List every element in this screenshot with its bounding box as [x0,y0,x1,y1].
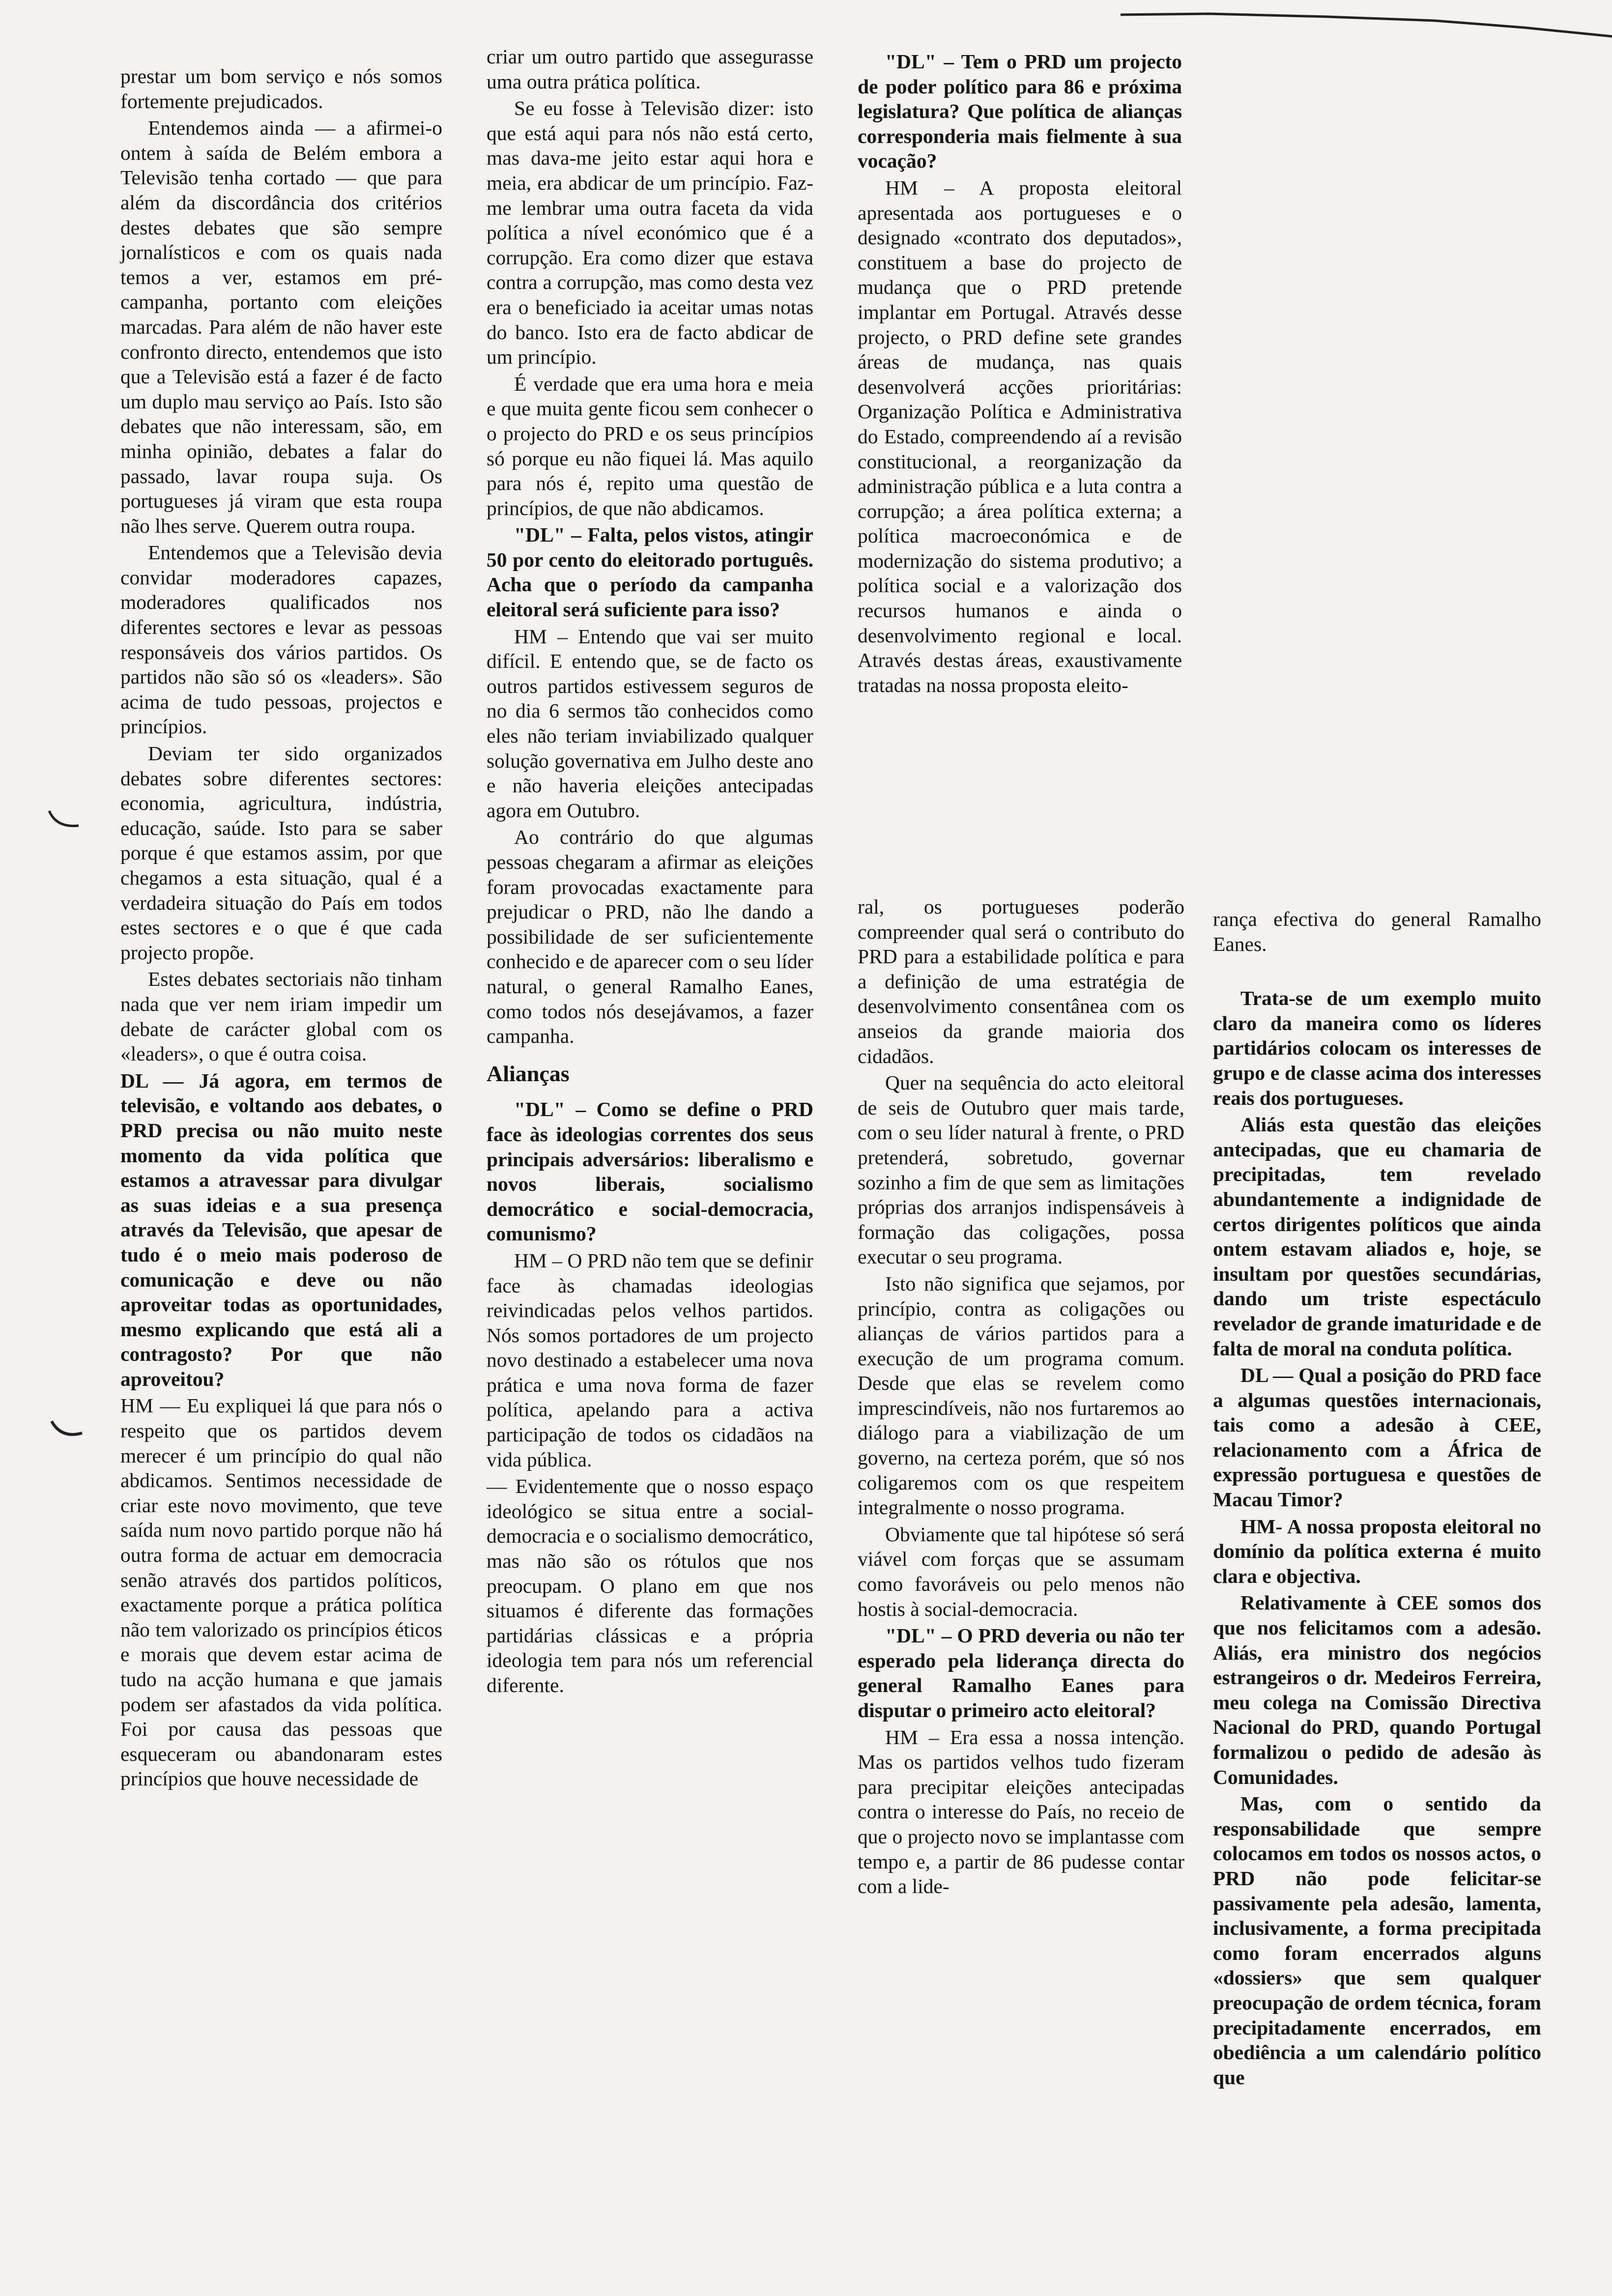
col2-paragraph-3: É verdade que era uma hora e meia e que muita gente ficou sem conhecer o o projecto do PRD e os seus princípios só porque eu não fiquei lá. Mas aquilo para nós é, repito uma questão de princípios, de que não abdicamos. [487,372,813,519]
col1-paragraph-4: Deviam ter sido organizados debates sobre diferentes sectores: economia, agricultura, indústria, educação, saúde. Isto para se saber porque é que estamos assim, por que chegamos a esta situação, qual é a verdadeira situação do País em todos estes sectores e o que é que cada projecto propõe. [120,742,442,964]
col4-paragraph-3: Aliás esta questão das eleições antecipadas, que eu chamaria de precipitadas, tem revelado abundantemente a indignidade de certos dirigentes políticos que ainda ontem estavam aliados e, hoje, se insultam por questões secundárias, dando um triste espectáculo revelador de grande imaturidade e de falta de moral na conduta política. [1213,1113,1541,1360]
interview-question-3: "DL" – Como se define o PRD face às ideologias correntes dos seus principais adversários: liberalismo e novos liberais, socialismo democrático e social-democracia, comunismo? [487,1098,813,1245]
top-rule-decoration [1121,6,1612,40]
col1-paragraph-1: prestar um bom serviço e nós somos fortemente prejudicados. [120,65,442,113]
col2-paragraph-1: criar um outro partido que assegurasse uma outra prática política. [487,45,813,93]
col3-paragraph-3: Isto não significa que sejamos, por princípio, contra as coligações ou alianças de vários partidos para a execução de um programa comum. Desde que elas se revelem como imprescindíveis, não nos furtaremos ao diálogo para a viabilização de um governo, na certeza porém, que só nos coligaremos com os que respeitem integralmente o nosso programa. [858,1272,1184,1519]
col3-paragraph-1: ral, os portugueses poderão compreender qual será o contributo do PRD para a estabilidade política e para a definição de uma estratégia de desenvolvimento consentânea com os anseios da grande maioria dos cidadãos. [858,895,1184,1067]
col2-paragraph-2: Se eu fosse à Televisão dizer: isto que está aqui para nós não está certo, mas dava-me jeito estar aqui hora e meia, era abdicar de um princípio. Faz-me lembrar uma outra faceta da vida política a nível económico que é a corrupção. Era como dizer que estava contra a corrupção, mas como desta vez era o beneficiado ia aceitar umas notas do banco. Isto era de facto abdicar de um princípio. [487,97,813,369]
interview-question-4: "DL" – Tem o PRD um projecto de poder político para 86 e próxima legislatura? Que política de alianças corresponderia mais fielmente à sua vocação? [858,50,1182,172]
col2-paragraph-4: Ao contrário do que algumas pessoas chegaram a afirmar as eleições foram provocadas exactamente para prejudicar o PRD, não lhe dando a possibilidade de ser suficientemente conhecido e de aparecer com o seu líder natural, o general Ramalho Eanes, como todos nós desejávamos, a fazer campanha. [487,826,813,1048]
col4-paragraph-2: Trata-se de um exemplo muito claro da maneira como os líderes partidários colocam os interesses de grupo e de classe acima dos interesses reais dos portugueses. [1213,987,1541,1109]
col4-paragraph-4: Relativamente à CEE somos dos que nos felicitamos com a adesão. Aliás, era ministro dos negócios estrangeiros o dr. Medeiros Ferreira, meu colega na Comissão Directiva Nacional do PRD, quando Portugal formalizou o pedido de adesão às Comunidades. [1213,1591,1541,1788]
col4-paragraph-1: rança efectiva do general Ramalho Eanes. [1213,908,1541,955]
interview-answer-1: HM — Eu expliquei lá que para nós o respeito que os partidos devem merecer é um princípio do qual não abdicamos. Sentimos necessidade de criar este novo movimento, que teve saída num novo partido porque não há outra forma de actuar em democracia senão através dos partidos políticos, exactamente porque a prática política não tem valorizado os princípios éticos e morais que devem estar acima de tudo na acção humana e que jamais podem ser afastados da vida política. Foi por causa das pessoas que esqueceram ou abandonaram estes princípios que houve necessidade de [120,1394,442,1790]
col3-paragraph-2: Quer na sequência do acto eleitoral de seis de Outubro quer mais tarde, com o seu líder natural à frente, o PRD pretenderá, sobretudo, governar sozinho a fim de que sem as limitações próprias dos arranjos indispensáveis à formação das coligações, possa executar o seu programa. [858,1071,1184,1268]
interview-answer-6: HM- A nossa proposta eleitoral no domínio da política externa é muito clara e objectiva. [1213,1515,1541,1587]
interview-answer-2: HM – Entendo que vai ser muito difícil. E entendo que, se de facto os outros partidos estivessem seguros de no dia 6 sermos tão conhecidos como eles não teriam inviabilizado qualquer solução governativa em Julho deste ano e não haveria eleições antecipadas agora em Outubro. [487,625,813,822]
col1-paragraph-2: Entendemos ainda — a afirmei-o ontem à saída de Belém embora a Televisão tenha cortado — que para além da discordância dos critérios destes debates que são sempre jornalísticos e com os quais nada temos a ver, estamos em pré-campanha, portanto com eleições marcadas. Para além de não haver este confronto directo, entendemos que isto que a Televisão está a fazer é de facto um duplo mau serviço ao País. Isto são debates que não interessam, são, em minha opinião, debates a falar do passado, lavar roupa suja. Os portugueses já viram que esta roupa não lhes serve. Querem outra roupa. [120,116,442,537]
col4-paragraph-5: Mas, com o sentido da responsabilidade que sempre colocamos em todos os nossos actos, o PRD não pode felicitar-se passivamente pela adesão, lamenta, inclusivamente, a forma precipitada como foram encerrados alguns «dossiers» que sem qualquer preocupação de ordem técnica, foram precipitadamente encerrados, em obediência a um calendário político que [1213,1792,1541,2089]
interview-question-2: "DL" – Falta, pelos vistos, atingir 50 por cento do eleitorado português. Acha que o período da campanha eleitoral será suficiente para isso? [487,523,813,621]
interview-answer-5: HM – Era essa a nossa intenção. Mas os partidos velhos tudo fizeram para precipitar eleições antecipadas contra o interesse do País, no receio de que o projecto novo se implantasse com tempo e, a partir de 86 pudesse contar com a lide- [858,1725,1184,1898]
col1-paragraph-3: Entendemos que a Televisão devia convidar moderadores capazes, moderadores qualificados nos diferentes sectores e levar as pessoas responsáveis dos vários partidos. Os partidos não são só os «leaders». São acima de tudo pessoas, projectos e princípios. [120,541,442,738]
scan-mark-2 [47,1415,86,1445]
interview-question-6: DL — Qual a posição do PRD face a algumas questões internacionais, tais como a adesão à CEE, relacionamento com a África de expressão portuguesa e questões de Macau Timor? [1213,1364,1541,1511]
section-subheading: Alianças [487,1061,570,1086]
interview-answer-4: HM – A proposta eleitoral apresentada aos portugueses e o designado «contrato dos deputados», constituem a base do projecto de mudança que o PRD pretende implantar em Portugal. Através desse projecto, o PRD define sete grandes áreas de mudança, nas quais desenvolverá acções prioritárias: Organização Política e Administrativa do Estado, compreendendo aí a revisão constitucional, a reorganização da administração pública e a luta contra a corrupção; a área política externa; a política macroeconómica e de modernização do sistema produtivo; a política social e a valorização dos recursos humanos e ainda o desenvolvimento regional e local. Através destas áreas, exaustivamente tratadas na nossa proposta eleito- [858,176,1182,696]
col1-paragraph-5: Estes debates sectoriais não tinham nada que ver nem iriam impedir um debate de carácter global com os «leaders», o que é outra coisa. [120,968,442,1065]
column-3-top [858,49,1182,697]
col3-paragraph-4: Obviamente que tal hipótese só será viável com forças que se assumam como favoráveis ou pelo menos não hostis à social-democracia. [858,1522,1184,1620]
interview-answer-3: HM – O PRD não tem que se definir face às chamadas ideologias reivindicadas pelos velhos partidos. Nós somos portadores de um projecto novo destinado a estabelecer uma nova prática e uma nova forma de fazer política, apelando para a activa participação de todos os cidadãos na vida pública. [487,1249,813,1471]
column-3-bottom [858,894,1184,1899]
col2-paragraph-5: — Evidentemente que o nosso espaço ideológico se situa entre a social-democracia e o socialismo democrático, mas não são os rótulos que nos preocupam. O plano em que nos situamos é diferente das formações partidárias clássicas e a própria ideologia tem para nós um referencial diferente. [487,1475,813,1696]
column-2 [487,44,813,1698]
scan-mark-1 [44,806,84,835]
column-1 [120,64,442,1791]
interview-question-5: "DL" – O PRD deveria ou não ter esperado pela liderança directa do general Ramalho Eanes para disputar o primeiro acto eleitoral? [858,1624,1184,1722]
column-4 [1213,907,1541,2090]
interview-question-1: DL — Já agora, em termos de televisão, e voltando aos debates, o PRD precisa ou não muito neste momento da vida política que estamos a atravessar para divulgar as suas ideias e a sua presença através da Televisão, que apesar de tudo é o meio mais poderoso de comunicação e deve ou não aproveitar todas as oportunidades, mesmo explicando que está ali a contragosto? Por que não aproveitou? [120,1069,442,1390]
